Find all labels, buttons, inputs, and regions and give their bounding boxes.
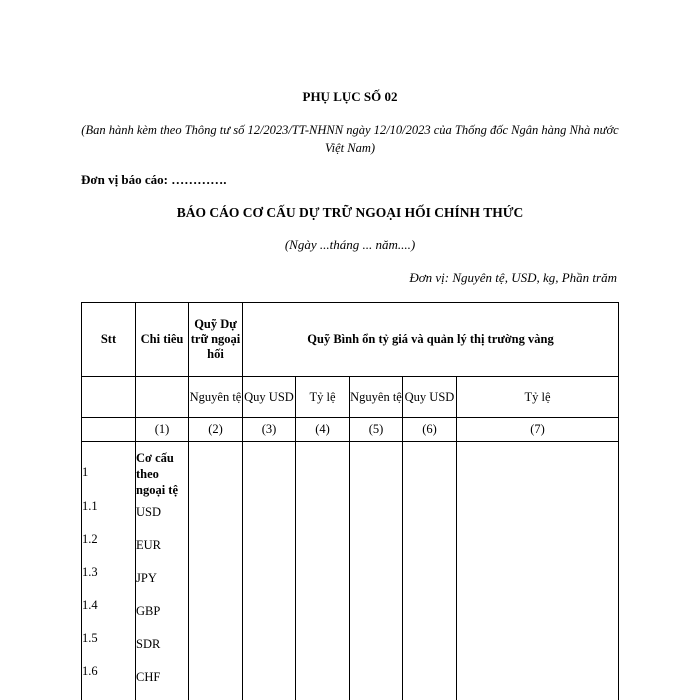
stt-1-6: 1.6 — [82, 664, 98, 678]
header2-empty-stt — [82, 377, 136, 418]
stt-1-5: 1.5 — [82, 631, 98, 645]
row-label-usd: USD — [136, 505, 162, 519]
header-quy-binh-on: Quỹ Bình ổn tỷ giá và quản lý thị trường vàng — [243, 303, 619, 377]
reporting-unit-label: Đơn vị báo cáo: …………. — [81, 172, 227, 187]
column-number-row — [82, 418, 619, 442]
data-cell-3 — [243, 442, 296, 700]
data-cell-7 — [457, 442, 619, 700]
stt-1: 1 — [82, 465, 89, 479]
appendix-title: PHỤ LỤC SỐ 02 — [302, 89, 398, 104]
data-cell-6 — [403, 442, 457, 700]
column-number-7: (7) — [457, 418, 619, 442]
stt-cell — [82, 442, 136, 700]
column-number-3: (3) — [243, 418, 296, 442]
row-label-jpy: JPY — [136, 571, 157, 585]
row-label-co-cau: Cơ cấu theo ngoại tệ — [136, 451, 179, 497]
stt-1-1: 1.1 — [82, 499, 98, 513]
appendix-subtitle: (Ban hành kèm theo Thông tư số 12/2023/TT-NHNN ngày 12/10/2023 của Thống đốc Ngân hàng Nhà nước Việt Nam) — [81, 123, 619, 155]
chi-tieu-cell — [136, 442, 189, 700]
header2-empty-chi-tieu — [136, 377, 189, 418]
header2-quy-usd-1: Quy USD — [243, 377, 296, 418]
header-chi-tieu: Chi tiêu — [136, 303, 189, 377]
column-number-empty — [82, 418, 136, 442]
column-number-2: (2) — [189, 418, 243, 442]
stt-1-4: 1.4 — [82, 598, 98, 612]
report-date: (Ngày ...tháng ... năm....) — [284, 237, 416, 252]
header-stt: Stt — [82, 303, 136, 377]
data-cell-4 — [296, 442, 350, 700]
row-label-eur: EUR — [136, 538, 161, 552]
column-number-1: (1) — [136, 418, 189, 442]
header2-quy-usd-2: Quy USD — [403, 377, 457, 418]
column-number-4: (4) — [296, 418, 350, 442]
header-row-1 — [82, 303, 619, 377]
column-number-6: (6) — [403, 418, 457, 442]
report-title: BÁO CÁO CƠ CẤU DỰ TRỮ NGOẠI HỐI CHÍNH THỨC — [176, 205, 524, 220]
stt-1-2: 1.2 — [82, 532, 98, 546]
units-note: Đơn vị: Nguyên tệ, USD, kg, Phần trăm — [409, 270, 617, 285]
header2-ty-le-1: Tỷ lệ — [296, 377, 350, 418]
header2-ty-le-2: Tỷ lệ — [457, 377, 619, 418]
header-row-2 — [82, 377, 619, 418]
stt-1-3: 1.3 — [82, 565, 98, 579]
header2-nguyen-te-2: Nguyên tệ — [350, 377, 403, 418]
data-cell-2 — [189, 442, 243, 700]
row-label-chf: CHF — [136, 670, 161, 684]
header-quy-du-tru: Quỹ Dự trữ ngoại hối — [189, 303, 243, 377]
column-number-5: (5) — [350, 418, 403, 442]
row-label-sdr: SDR — [136, 637, 161, 651]
row-label-gbp: GBP — [136, 604, 161, 618]
data-cell-5 — [350, 442, 403, 700]
table-body-row — [82, 442, 619, 700]
header2-nguyen-te-1: Nguyên tệ — [189, 377, 243, 418]
report-table — [81, 302, 619, 700]
